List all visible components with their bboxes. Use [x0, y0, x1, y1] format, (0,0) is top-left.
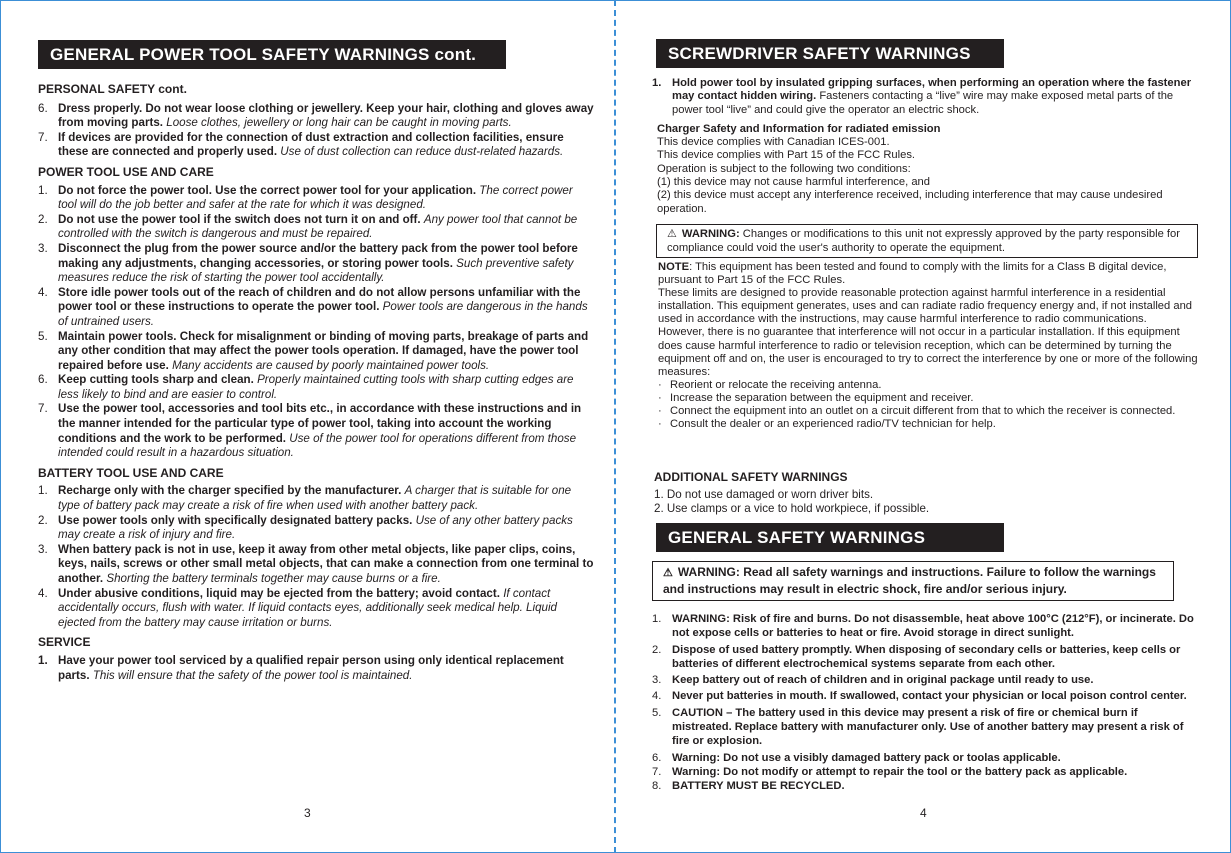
- page-number-left: 3: [304, 806, 311, 820]
- list-item: 1. Recharge only with the charger specified by the manufacturer. A charger that is suitable for one type of battery pack may create a risk of fire when used with another battery pack.: [38, 484, 572, 513]
- banner-general-power-tool: GENERAL POWER TOOL SAFETY WARNINGS cont.: [38, 40, 506, 69]
- screwdriver-item: 1. Hold power tool by insulated gripping surfaces, when performing an operation where the fastener may contact hidden wiring. Fasteners contacting a “live” wire may make exposed metal parts of the power tool “live” and could give the operator an electric shock.: [652, 77, 1192, 116]
- service-heading: SERVICE: [38, 635, 91, 650]
- list-item: 1. WARNING: Risk of fire and burns. Do not disassemble, heat above 100°C (212°F), or incinerate. Do not expose cells or batteries to heat or fire. Avoid storage in direct sunlight.: [652, 613, 1194, 640]
- list-item: 8. BATTERY MUST BE RECYCLED.: [652, 780, 845, 793]
- note-section: NOTE: This equipment has been tested and found to comply with the limits for a Class B digital device, pursuant to Part 15 of the FCC Rules. These limits are designed to provide reasonable protection against harmful interference in a residential installation. This equipment generates, uses and can radiate radio frequency energy and, if not installed and used in accordance with the instructions, may cause harmful interference to radio communications. However, there is no guarantee that interference will not occur in a particular installation. If this equipment does cause harmful interference to radio or television reception, which can be determined by turning the equipment off and on, the user is encouraged to try to correct the interference by one or more of the following measures: · Reorient or relocate the receiving antenna. · Increase the separation between the equipment and receiver. · Connect the equipment into an outlet on a circuit different from that to which the receiver is connected. · Consult the dealer or an experienced radio/TV technician for help.: [658, 261, 1198, 431]
- list-item: 1. Do not force the power tool. Use the correct power tool for your application. The correct power tool will do the job better and safer at the rate for which it was designed.: [38, 183, 573, 212]
- list-item: 4. Under abusive conditions, liquid may be ejected from the battery; avoid contact. If contact accidentally occurs, flush with water. If liquid contacts eyes, additionally seek medical help. Liquid ejected from the battery may cause irritation or burns.: [38, 586, 558, 629]
- page-number-right: 4: [920, 806, 927, 820]
- list-item: 7. If devices are provided for the connection of dust extraction and collection facilities, ensure these are connected and properly used. Use of dust collection can reduce dust-related hazards.: [38, 130, 564, 159]
- list-item: · Connect the equipment into an outlet on a circuit different from that to which the receiver is connected.: [658, 405, 1176, 418]
- list-item: 3. Disconnect the plug from the power source and/or the battery pack from the power tool before making any adjustments, changing accessories, or storing power tools. Such preventive safety measures reduce the risk of starting the power tool accidentally.: [38, 241, 578, 285]
- list-item: · Increase the separation between the equipment and receiver.: [658, 391, 974, 404]
- warning-triangle-icon: ⚠: [663, 567, 673, 579]
- list-item: 5. Maintain power tools. Check for misalignment or binding of moving parts, breakage of parts and any other condition that may affect the power tools operation. If damaged, have the power tool repaired before use. Many accidents are caused by poorly maintained power tools.: [38, 329, 589, 372]
- banner-general-safety: GENERAL SAFETY WARNINGS: [656, 523, 1004, 552]
- right-upper-content: [652, 77, 1200, 216]
- list-item: 7. Use the power tool, accessories and tool bits etc., in accordance with these instructions and in the manner intended for the particular type of power tool, taking into account the working conditions and the work to be performed. Use of the power tool for operations different from those intended could result in a hazardous situation.: [38, 402, 582, 460]
- list-item: · Reorient or relocate the receiving antenna.: [658, 378, 882, 391]
- list-item: 6. Warning: Do not use a visibly damaged battery pack or toolas applicable.: [652, 751, 1061, 764]
- additional-section: ADDITIONAL SAFETY WARNINGS 1. Do not use damaged or worn driver bits. 2. Use clamps or a vice to hold workpiece, if possible.: [654, 470, 930, 515]
- warning-triangle-icon: ⚠: [667, 228, 677, 240]
- banner-screwdriver: SCREWDRIVER SAFETY WARNINGS: [656, 39, 1004, 68]
- left-content: [38, 82, 594, 683]
- general-items: [652, 612, 1198, 794]
- list-item: 6. Keep cutting tools sharp and clean. Properly maintained cutting tools with sharp cutting edges are less likely to bind and are easier to control.: [38, 373, 574, 401]
- list-item: 3. When battery pack is not in use, keep it away from other metal objects, like paper clips, coins, keys, nails, screws or other small metal objects, that can make a connection from one terminal to another. Shorting the battery terminals together may cause burns or a fire.: [38, 542, 594, 585]
- list-item: 2. Do not use the power tool if the switch does not turn it on and off. Any power tool that cannot be controlled with the switch is dangerous and must be repaired.: [38, 212, 578, 241]
- list-item: 1. Have your power tool serviced by a qualified repair person using only identical replacement parts. This will ensure that the safety of the power tool is maintained.: [38, 653, 564, 682]
- list-item: 2. Dispose of used battery promptly. When disposing of secondary cells or batteries, keep cells or batteries of different electrochemical systems separate from each other.: [652, 643, 1181, 670]
- list-item: · Consult the dealer or an experienced radio/TV technician for help.: [658, 418, 996, 431]
- list-item: 5. CAUTION – The battery used in this device may present a risk of fire or chemical burn if mistreated. Replace battery with manufacturer only. Use of another battery may present a risk of fire or explosion.: [652, 706, 1184, 748]
- list-item: 2. Use power tools only with specifically designated battery packs. Use of any other battery packs may create a risk of injury and fire.: [38, 513, 573, 542]
- list-item: 4. Store idle power tools out of the reach of children and do not allow persons unfamiliar with the power tool or these instructions to operate the power tool. Power tools are dangerous in the hands of untrained users.: [38, 285, 588, 328]
- power-tool-use-heading: POWER TOOL USE AND CARE: [38, 164, 214, 179]
- list-item: 3. Keep battery out of reach of children and in original package until ready to use.: [652, 674, 1094, 687]
- fcc-warning-box: ⚠ WARNING: Changes or modifications to this unit not expressly approved by the party responsible for compliance could void the user's authority to operate the equipment.: [656, 224, 1198, 258]
- personal-safety-heading: PERSONAL SAFETY cont.: [38, 82, 187, 96]
- list-item: 4. Never put batteries in mouth. If swallowed, contact your physician or local poison control center.: [652, 690, 1187, 703]
- charger-section: Charger Safety and Information for radiated emission This device complies with Canadian ICES-001. This device complies with Part 15 of the FCC Rules. Operation is subject to the following two conditions: (1) this device may not cause harmful interference, and (2) this device must accept any interference received, including interference that may cause undesired operation.: [657, 122, 1163, 215]
- list-item: 6. Dress properly. Do not wear loose clothing or jewellery. Keep your hair, clothing and gloves away from moving parts. Loose clothes, jewellery or long hair can be caught in moving parts.: [38, 101, 594, 130]
- battery-tool-use-heading: BATTERY TOOL USE AND CARE: [38, 465, 224, 480]
- list-item: 7. Warning: Do not modify or attempt to repair the tool or the battery pack as applicable.: [652, 765, 1128, 778]
- fold-line: [614, 0, 616, 853]
- general-warning-box: ⚠ WARNING: Read all safety warnings and instructions. Failure to follow the warnings and instructions may result in electric shock, fire and/or serious injury.: [652, 561, 1174, 601]
